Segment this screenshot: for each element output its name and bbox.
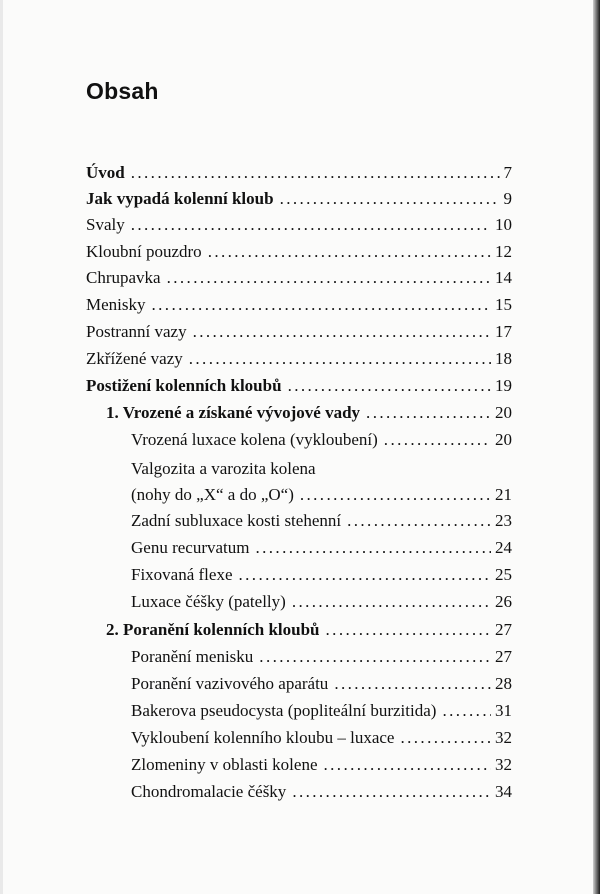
toc-entry-page: 10 <box>495 215 512 234</box>
toc-entry-title: Poranění vazivového aparátu <box>131 674 329 693</box>
toc-entry-page: 23 <box>495 511 512 530</box>
toc-entry[interactable] <box>86 508 512 534</box>
leader-dots <box>347 508 491 534</box>
toc-entry-page: 15 <box>495 295 512 314</box>
toc-entry[interactable] <box>86 186 512 212</box>
toc-entry[interactable] <box>86 752 512 778</box>
toc-entry-title: Vykloubení kolenního kloubu – luxace <box>131 728 395 747</box>
toc-entry-title: Bakerova pseudocysta (popliteální burzitida) <box>131 701 437 720</box>
leader-dots <box>255 535 491 561</box>
toc-entry-page: 7 <box>503 163 512 182</box>
toc-entry-page: 32 <box>495 728 512 747</box>
toc-entry-title: 2. Poranění kolenních kloubů <box>106 620 320 639</box>
leader-dots <box>167 265 491 291</box>
toc-entry[interactable] <box>86 617 512 643</box>
toc-entry[interactable] <box>86 239 512 265</box>
leader-dots <box>131 212 491 238</box>
toc-entry-title: Fixovaná flexe <box>131 565 233 584</box>
toc-entry-page: 9 <box>503 189 512 208</box>
toc-entry-title: (nohy do „X“ a do „O“) <box>131 485 294 504</box>
toc-entry[interactable] <box>86 725 512 751</box>
leader-dots <box>131 160 500 186</box>
toc-entry-title: Zadní subluxace kosti stehenní <box>131 511 342 530</box>
toc-entry[interactable] <box>86 427 512 453</box>
leader-dots <box>324 752 492 778</box>
toc-entry-title: Kloubní pouzdro <box>86 242 202 261</box>
toc-entry[interactable] <box>86 373 512 399</box>
leader-dots <box>384 427 491 453</box>
toc-entry[interactable] <box>86 346 512 372</box>
toc-entry-title: Jak vypadá kolenní kloub <box>86 189 274 208</box>
toc-entry-page: 26 <box>495 592 512 611</box>
leader-dots <box>189 346 491 372</box>
leader-dots <box>292 589 491 615</box>
toc-entry[interactable] <box>86 319 512 345</box>
toc-entry-title: Postižení kolenních kloubů <box>86 376 282 395</box>
leader-dots <box>239 562 492 588</box>
toc-entry[interactable] <box>86 265 512 291</box>
leader-dots <box>442 698 491 724</box>
toc-entry[interactable] <box>86 644 512 670</box>
toc-entry-title: 1. Vrozené a získané vývojové vady <box>106 403 361 422</box>
toc-entry-page: 25 <box>495 565 512 584</box>
toc-entry-title: Vrozená luxace kolena (vykloubení) <box>131 430 378 449</box>
leader-dots <box>259 644 491 670</box>
toc-entry[interactable] <box>86 562 512 588</box>
toc-entry[interactable] <box>86 482 512 508</box>
leader-dots <box>400 725 491 751</box>
toc-entry-page: 17 <box>495 322 512 341</box>
leader-dots <box>326 617 491 643</box>
toc-entry-page: 31 <box>495 701 512 720</box>
leader-dots <box>334 671 491 697</box>
toc-entry-title: Poranění menisku <box>131 647 254 666</box>
toc-entry-title: Chondromalacie čéšky <box>131 782 287 801</box>
toc-entry[interactable] <box>86 292 512 318</box>
toc-entry[interactable] <box>86 589 512 615</box>
toc-entry-page: 24 <box>495 538 512 557</box>
toc-entry[interactable] <box>86 779 512 805</box>
toc-entry-page: 14 <box>495 268 512 287</box>
leader-dots <box>292 779 491 805</box>
toc-entry-title: Genu recurvatum <box>131 538 250 557</box>
toc-entry-page: 21 <box>495 485 512 504</box>
leader-dots <box>300 482 491 508</box>
toc-entry-title: Postranní vazy <box>86 322 187 341</box>
toc-entry-page: 20 <box>495 403 512 422</box>
leader-dots <box>288 373 491 399</box>
toc-entry[interactable] <box>86 212 512 238</box>
page-edge-left <box>0 0 3 894</box>
leader-dots <box>208 239 491 265</box>
toc-entry-page: 12 <box>495 242 512 261</box>
toc-entry[interactable] <box>86 456 512 482</box>
toc-entry-page: 32 <box>495 755 512 774</box>
toc-entry[interactable] <box>86 671 512 697</box>
toc-entry-title: Menisky <box>86 295 146 314</box>
leader-dots <box>280 186 500 212</box>
toc-entry-title: Zkřížené vazy <box>86 349 183 368</box>
page-title: Obsah <box>86 78 159 104</box>
toc-entry[interactable] <box>86 535 512 561</box>
toc-entry[interactable] <box>86 160 512 186</box>
toc-entry-page: 34 <box>495 782 512 801</box>
toc-entry-title: Zlomeniny v oblasti kolene <box>131 755 318 774</box>
toc-entry-title: Luxace čéšky (patelly) <box>131 592 286 611</box>
toc-entry-page: 18 <box>495 349 512 368</box>
toc-entry[interactable] <box>86 400 512 426</box>
leader-dots <box>193 319 491 345</box>
toc-entry-title: Valgozita a varozita kolena <box>131 459 316 478</box>
toc-entry-page: 27 <box>495 647 512 666</box>
leader-dots <box>366 400 491 426</box>
toc-entry-page: 27 <box>495 620 512 639</box>
toc-entry-page: 28 <box>495 674 512 693</box>
toc-entry-page: 20 <box>495 430 512 449</box>
toc-entry-title: Úvod <box>86 163 125 182</box>
leader-dots <box>152 292 492 318</box>
toc-entry-page: 19 <box>495 376 512 395</box>
toc-entry-title: Svaly <box>86 215 125 234</box>
page-edge-right <box>593 0 600 894</box>
toc-entry-title: Chrupavka <box>86 268 161 287</box>
toc-entry[interactable] <box>86 698 512 724</box>
